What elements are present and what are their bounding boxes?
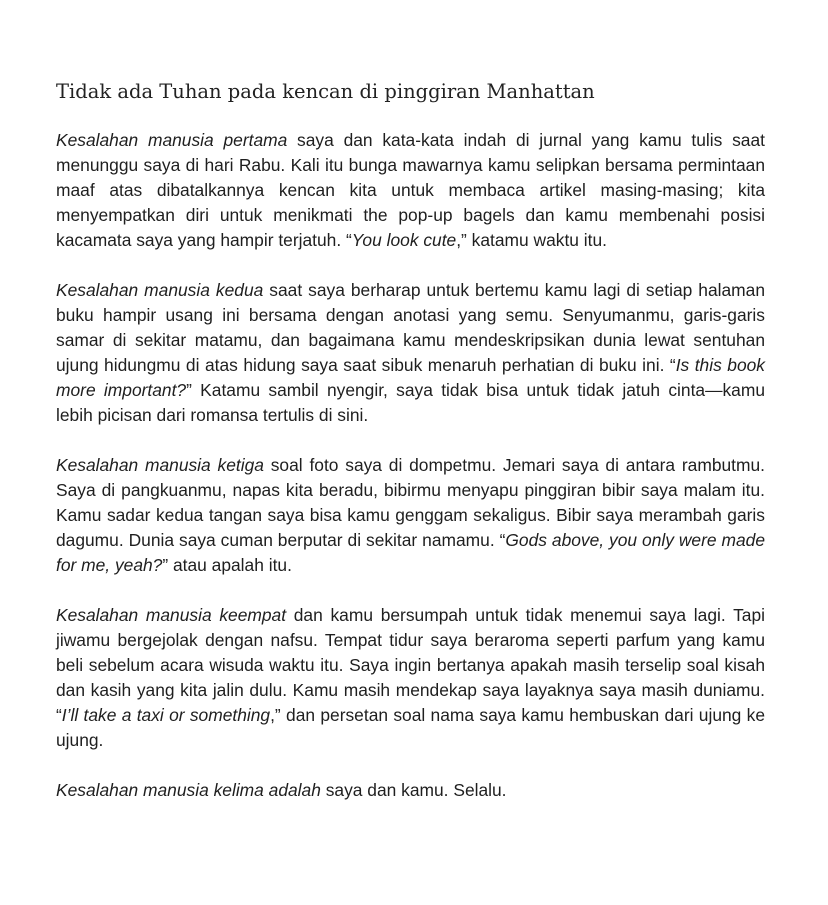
paragraph-text: ,” katamu waktu itu. xyxy=(456,230,607,250)
paragraph-lead: Kesalahan manusia kedua xyxy=(56,280,264,300)
paragraph-lead: Kesalahan manusia kelima adalah xyxy=(56,780,321,800)
paragraph-3 xyxy=(56,453,765,578)
paragraph-quote: Gods above, you only were made for me, yeah? xyxy=(56,530,766,575)
paragraph-text: dan kamu bersumpah untuk tidak menemui saya lagi. Tapi jiwamu bergejolak dengan nafsu. Tempat tidur saya beraroma seperti parfum yang kamu beli sebelum acara wisuda waktu itu. Saya ingin bertanya apakah masih terselip soal kisah dan kasih yang kita jalin dulu. Kamu masih mendekap saya layaknya saya masih duniamu. “ xyxy=(56,605,765,725)
document-page xyxy=(56,78,765,803)
paragraph-text: saya dan kamu. Selalu. xyxy=(320,780,507,800)
paragraph-text: saat saya berharap untuk bertemu kamu lagi di setiap halaman buku hampir usang ini bersama dengan anotasi yang semu. Senyumanmu, garis-garis samar di sekitar matamu, dan bagaimana kamu mendeskripsikan dunia lewat sentuhan ujung hidungmu di atas hidung saya saat sibuk menaruh perhatian di buku ini. “ xyxy=(56,280,766,375)
document-title: Tidak ada Tuhan pada kencan di pinggiran Manhattan xyxy=(56,80,595,103)
paragraph-2 xyxy=(56,278,765,428)
paragraph-5 xyxy=(56,778,765,803)
paragraph-text: saya dan kata-kata indah di jurnal yang kamu tulis saat menunggu saya di hari Rabu. Kali itu bunga mawarnya kamu selipkan bersama permintaan maaf atas dibatalkannya kencan kita untuk membaca artikel masing-masing; kita menyempatkan diri untuk menikmati the pop-up bagels dan kamu membenahi posisi kacamata saya yang hampir terjatuh. “ xyxy=(56,130,765,250)
paragraph-lead: Kesalahan manusia pertama xyxy=(56,130,288,150)
paragraph-lead: Kesalahan manusia ketiga xyxy=(56,455,264,475)
paragraph-quote: You look cute xyxy=(351,230,457,250)
paragraph-quote: I’ll take a taxi or something xyxy=(61,705,271,725)
paragraph-text: ,” dan persetan soal nama saya kamu hembuskan dari ujung ke ujung. xyxy=(56,705,766,750)
paragraph-text: ” Katamu sambil nyengir, saya tidak bisa untuk tidak jatuh cinta—kamu lebih picisan dari romansa tertulis di sini. xyxy=(56,380,765,425)
paragraph-text: ” atau apalah itu. xyxy=(162,555,292,575)
paragraph-quote: Is this book more important? xyxy=(56,355,766,400)
paragraph-1 xyxy=(56,128,765,253)
paragraph-text: soal foto saya di dompetmu. Jemari saya di antara rambutmu. Saya di pangkuanmu, napas kita beradu, bibirmu menyapu pinggiran bibir saya malam itu. Kamu sadar kedua tangan saya bisa kamu genggam sekaligus. Bibir saya merambah garis dagumu. Dunia saya cuman berputar di sekitar namamu. “ xyxy=(56,455,765,550)
paragraph-lead: Kesalahan manusia keempat xyxy=(56,605,287,625)
paragraph-4 xyxy=(56,603,765,753)
